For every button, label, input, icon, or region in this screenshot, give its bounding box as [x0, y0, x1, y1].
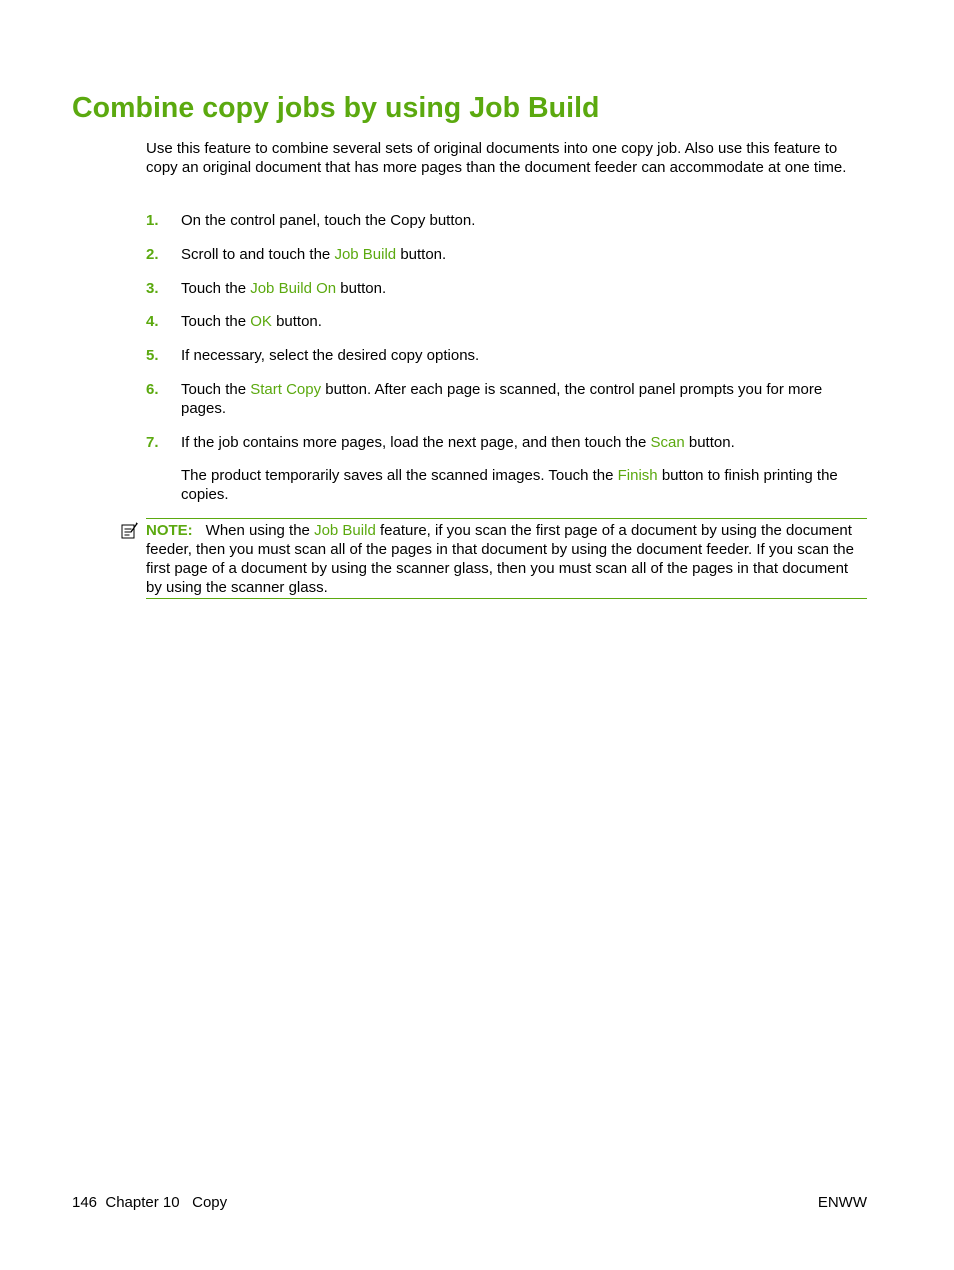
step-text-before: On the control panel, touch the Copy button. — [181, 212, 476, 229]
step-text — [181, 380, 868, 418]
page-footer — [72, 1193, 867, 1212]
step-number: 3. — [146, 279, 159, 297]
step-text — [181, 279, 868, 298]
intro-paragraph: Use this feature to combine several sets of original documents into one copy job. Also use this feature to copy an original document that has more pages than the document feeder can accommodate at one time. — [146, 140, 847, 177]
step-number: 2. — [146, 245, 159, 263]
step-text — [181, 346, 868, 365]
step-2 — [146, 245, 868, 264]
note-label: NOTE: — [146, 521, 193, 539]
step-text-after: button. — [684, 433, 735, 451]
step-text-after: button. — [336, 279, 387, 297]
note-icon — [120, 522, 138, 540]
step-number: 7. — [146, 433, 159, 451]
note-box — [146, 518, 867, 599]
step-number: 1. — [146, 212, 159, 229]
step-text — [181, 211, 868, 230]
note-text-after: feature, if you scan the first page of a document by using the document feeder, then you must scan all of the pages in that document by using the document feeder. If you scan the first page of a document by using the scanner glass, then you must scan all of the pages in that document by using the scanner glass. — [146, 521, 854, 596]
ui-element-reference: Scan — [650, 433, 685, 451]
section-label: Copy — [192, 1194, 228, 1211]
step-5 — [146, 346, 868, 365]
step-text-before: Touch the — [181, 313, 251, 331]
step-text-after: button. — [396, 245, 447, 263]
step-text-before: If the job contains more pages, load the next page, and then touch the — [181, 433, 651, 451]
ui-element-reference: Job Build On — [250, 279, 337, 297]
page-number: 146 — [72, 1194, 98, 1211]
step-number: 6. — [146, 380, 159, 398]
step-text — [181, 245, 868, 264]
step-number: 4. — [146, 313, 159, 331]
step-6 — [146, 380, 868, 418]
step-text — [181, 312, 868, 331]
steps-list — [146, 211, 868, 519]
step-4 — [146, 312, 868, 331]
footer-left — [72, 1193, 227, 1212]
step-1 — [146, 211, 868, 230]
ui-element-reference: OK — [250, 313, 272, 331]
ui-element-reference: Job Build — [334, 245, 397, 263]
followup-text-after: button to finish printing the copies. — [181, 467, 838, 504]
footer-right: ENWW — [817, 1194, 867, 1211]
note-text-before: When using the — [205, 521, 315, 539]
followup-text-before: The product temporarily saves all the scanned images. Touch the — [181, 467, 618, 485]
ui-element-reference: Job Build — [314, 521, 376, 539]
step-text-before: If necessary, select the desired copy options. — [181, 347, 480, 365]
step-3 — [146, 279, 868, 298]
step-7-followup — [181, 466, 868, 504]
step-number: 5. — [146, 347, 159, 365]
step-text-before: Scroll to and touch the — [181, 245, 335, 263]
step-text — [181, 433, 868, 505]
step-text-before: Touch the — [181, 279, 251, 297]
chapter-label: Chapter 10 — [105, 1194, 180, 1211]
step-text-before: Touch the — [181, 380, 251, 398]
page-title: Combine copy jobs by using Job Build — [72, 92, 600, 124]
ui-element-reference: Start Copy — [250, 380, 322, 398]
step-text-after: button. After each page is scanned, the control panel prompts you for more pages. — [181, 380, 823, 418]
step-text-after: button. — [271, 313, 322, 331]
ui-element-reference: Finish — [617, 467, 658, 485]
step-7 — [146, 433, 868, 505]
